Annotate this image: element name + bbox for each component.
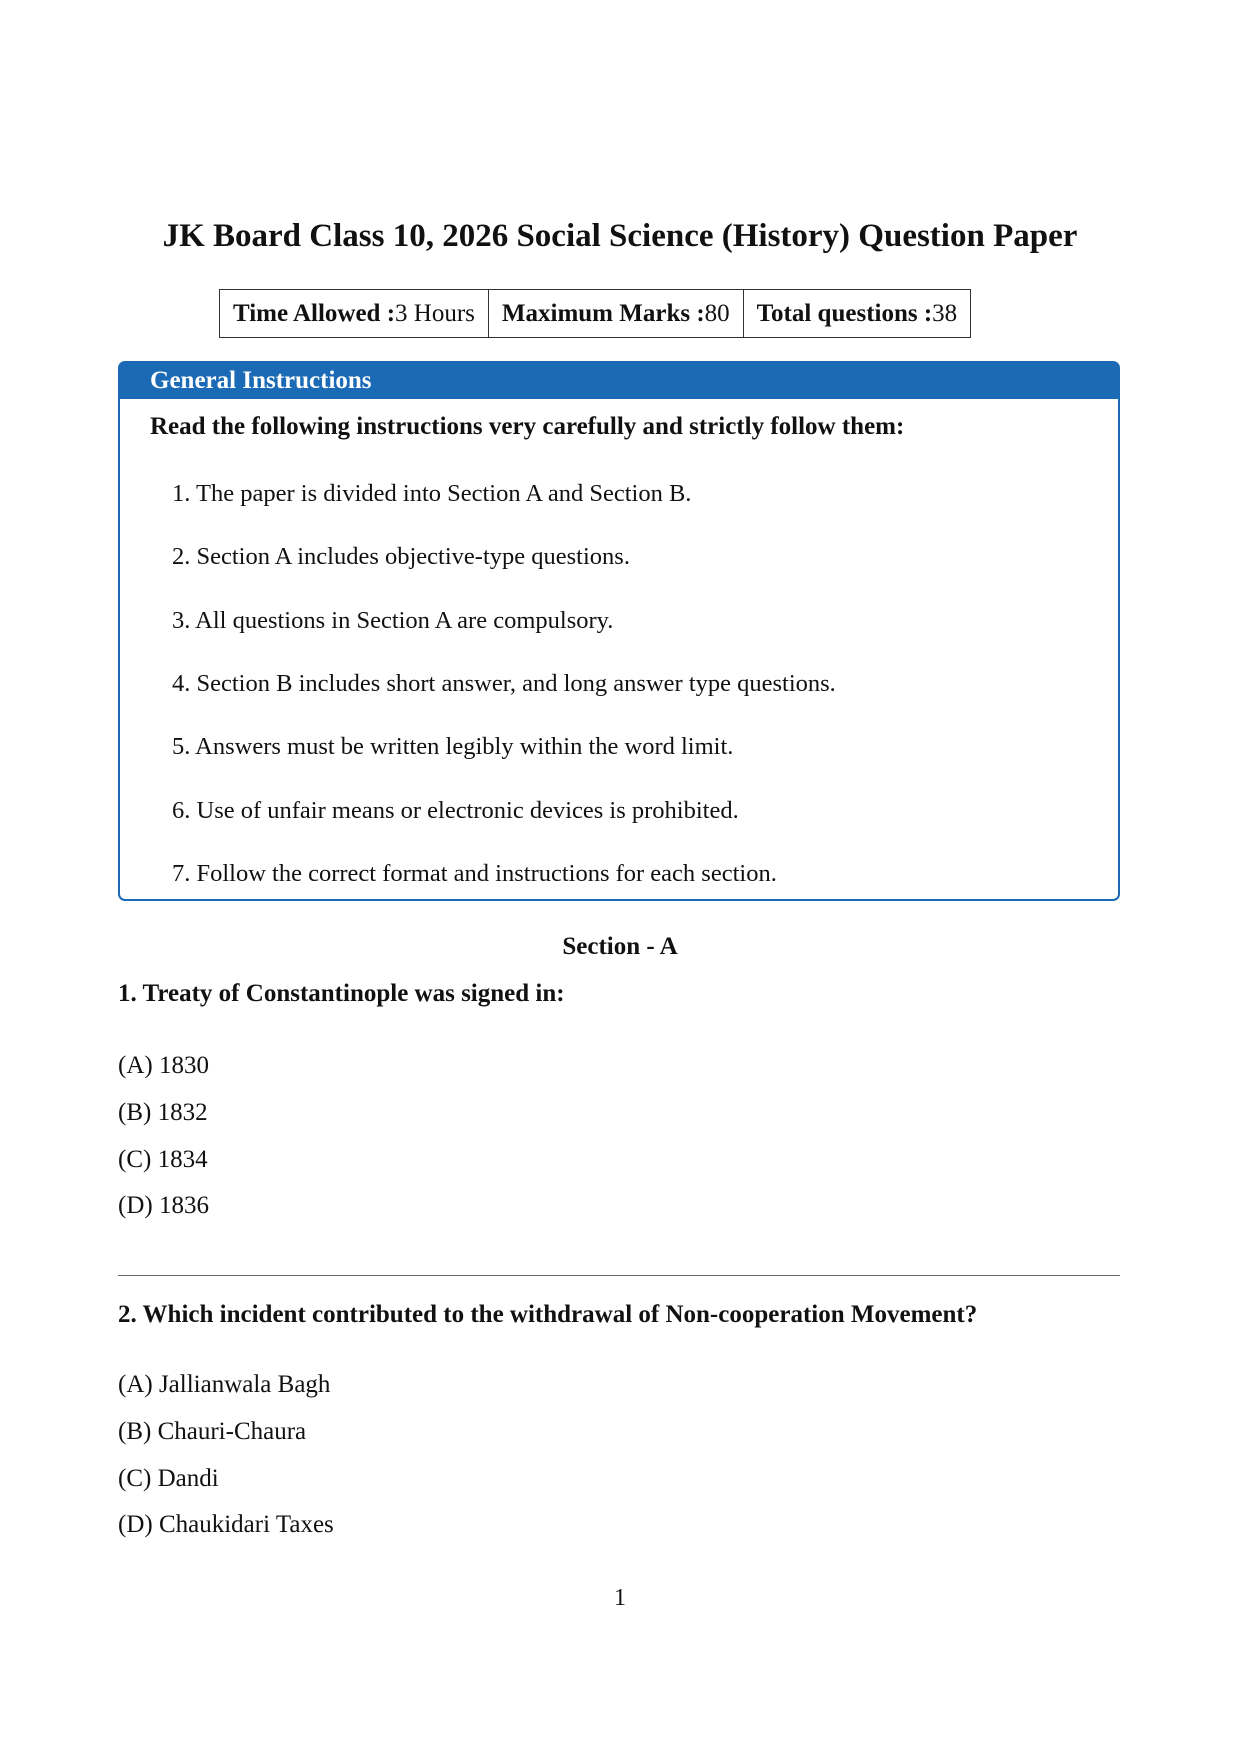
- instruction-item: 3. All questions in Section A are compulsory.: [172, 607, 614, 634]
- option: (B) Chauri-Chaura: [118, 1418, 307, 1445]
- time-label: Time Allowed :: [233, 299, 396, 327]
- exam-info-table: [219, 289, 971, 338]
- option: (C) 1834: [118, 1146, 208, 1173]
- instruction-item: 5. Answers must be written legibly within the word limit.: [172, 733, 734, 760]
- question-2: 2. Which incident contributed to the withdrawal of Non-cooperation Movement?: [118, 1301, 978, 1328]
- time-allowed-cell: [220, 290, 489, 337]
- total-questions-cell: [744, 290, 971, 337]
- max-marks-cell: [489, 290, 744, 337]
- page-title: JK Board Class 10, 2026 Social Science (History) Question Paper: [162, 218, 1078, 254]
- questions-value: 38: [932, 299, 958, 327]
- instruction-item: 2. Section A includes objective-type questions.: [172, 543, 630, 570]
- option: (C) Dandi: [118, 1465, 219, 1492]
- page-number: 1: [614, 1585, 626, 1611]
- questions-label: Total questions :: [756, 299, 933, 327]
- marks-label: Maximum Marks :: [501, 299, 705, 327]
- option: (A) 1830: [118, 1052, 209, 1079]
- section-heading: Section - A: [562, 933, 678, 960]
- question-1: 1. Treaty of Constantinople was signed in:: [118, 980, 565, 1007]
- option: (B) 1832: [118, 1099, 208, 1126]
- instruction-item: 7. Follow the correct format and instructions for each section.: [172, 860, 777, 887]
- general-instructions-box: [118, 361, 1120, 901]
- option: (D) 1836: [118, 1192, 209, 1219]
- instruction-item: 1. The paper is divided into Section A and Section B.: [172, 480, 692, 507]
- marks-value: 80: [704, 299, 730, 327]
- option: (D) Chaukidari Taxes: [118, 1511, 334, 1538]
- time-value: 3 Hours: [395, 299, 475, 327]
- instruction-item: 4. Section B includes short answer, and long answer type questions.: [172, 670, 836, 697]
- option: (A) Jallianwala Bagh: [118, 1371, 331, 1398]
- instructions-heading: General Instructions: [120, 363, 1118, 399]
- instructions-intro: Read the following instructions very carefully and strictly follow them:: [150, 413, 905, 440]
- question-divider: [118, 1275, 1120, 1276]
- instruction-item: 6. Use of unfair means or electronic devices is prohibited.: [172, 797, 739, 824]
